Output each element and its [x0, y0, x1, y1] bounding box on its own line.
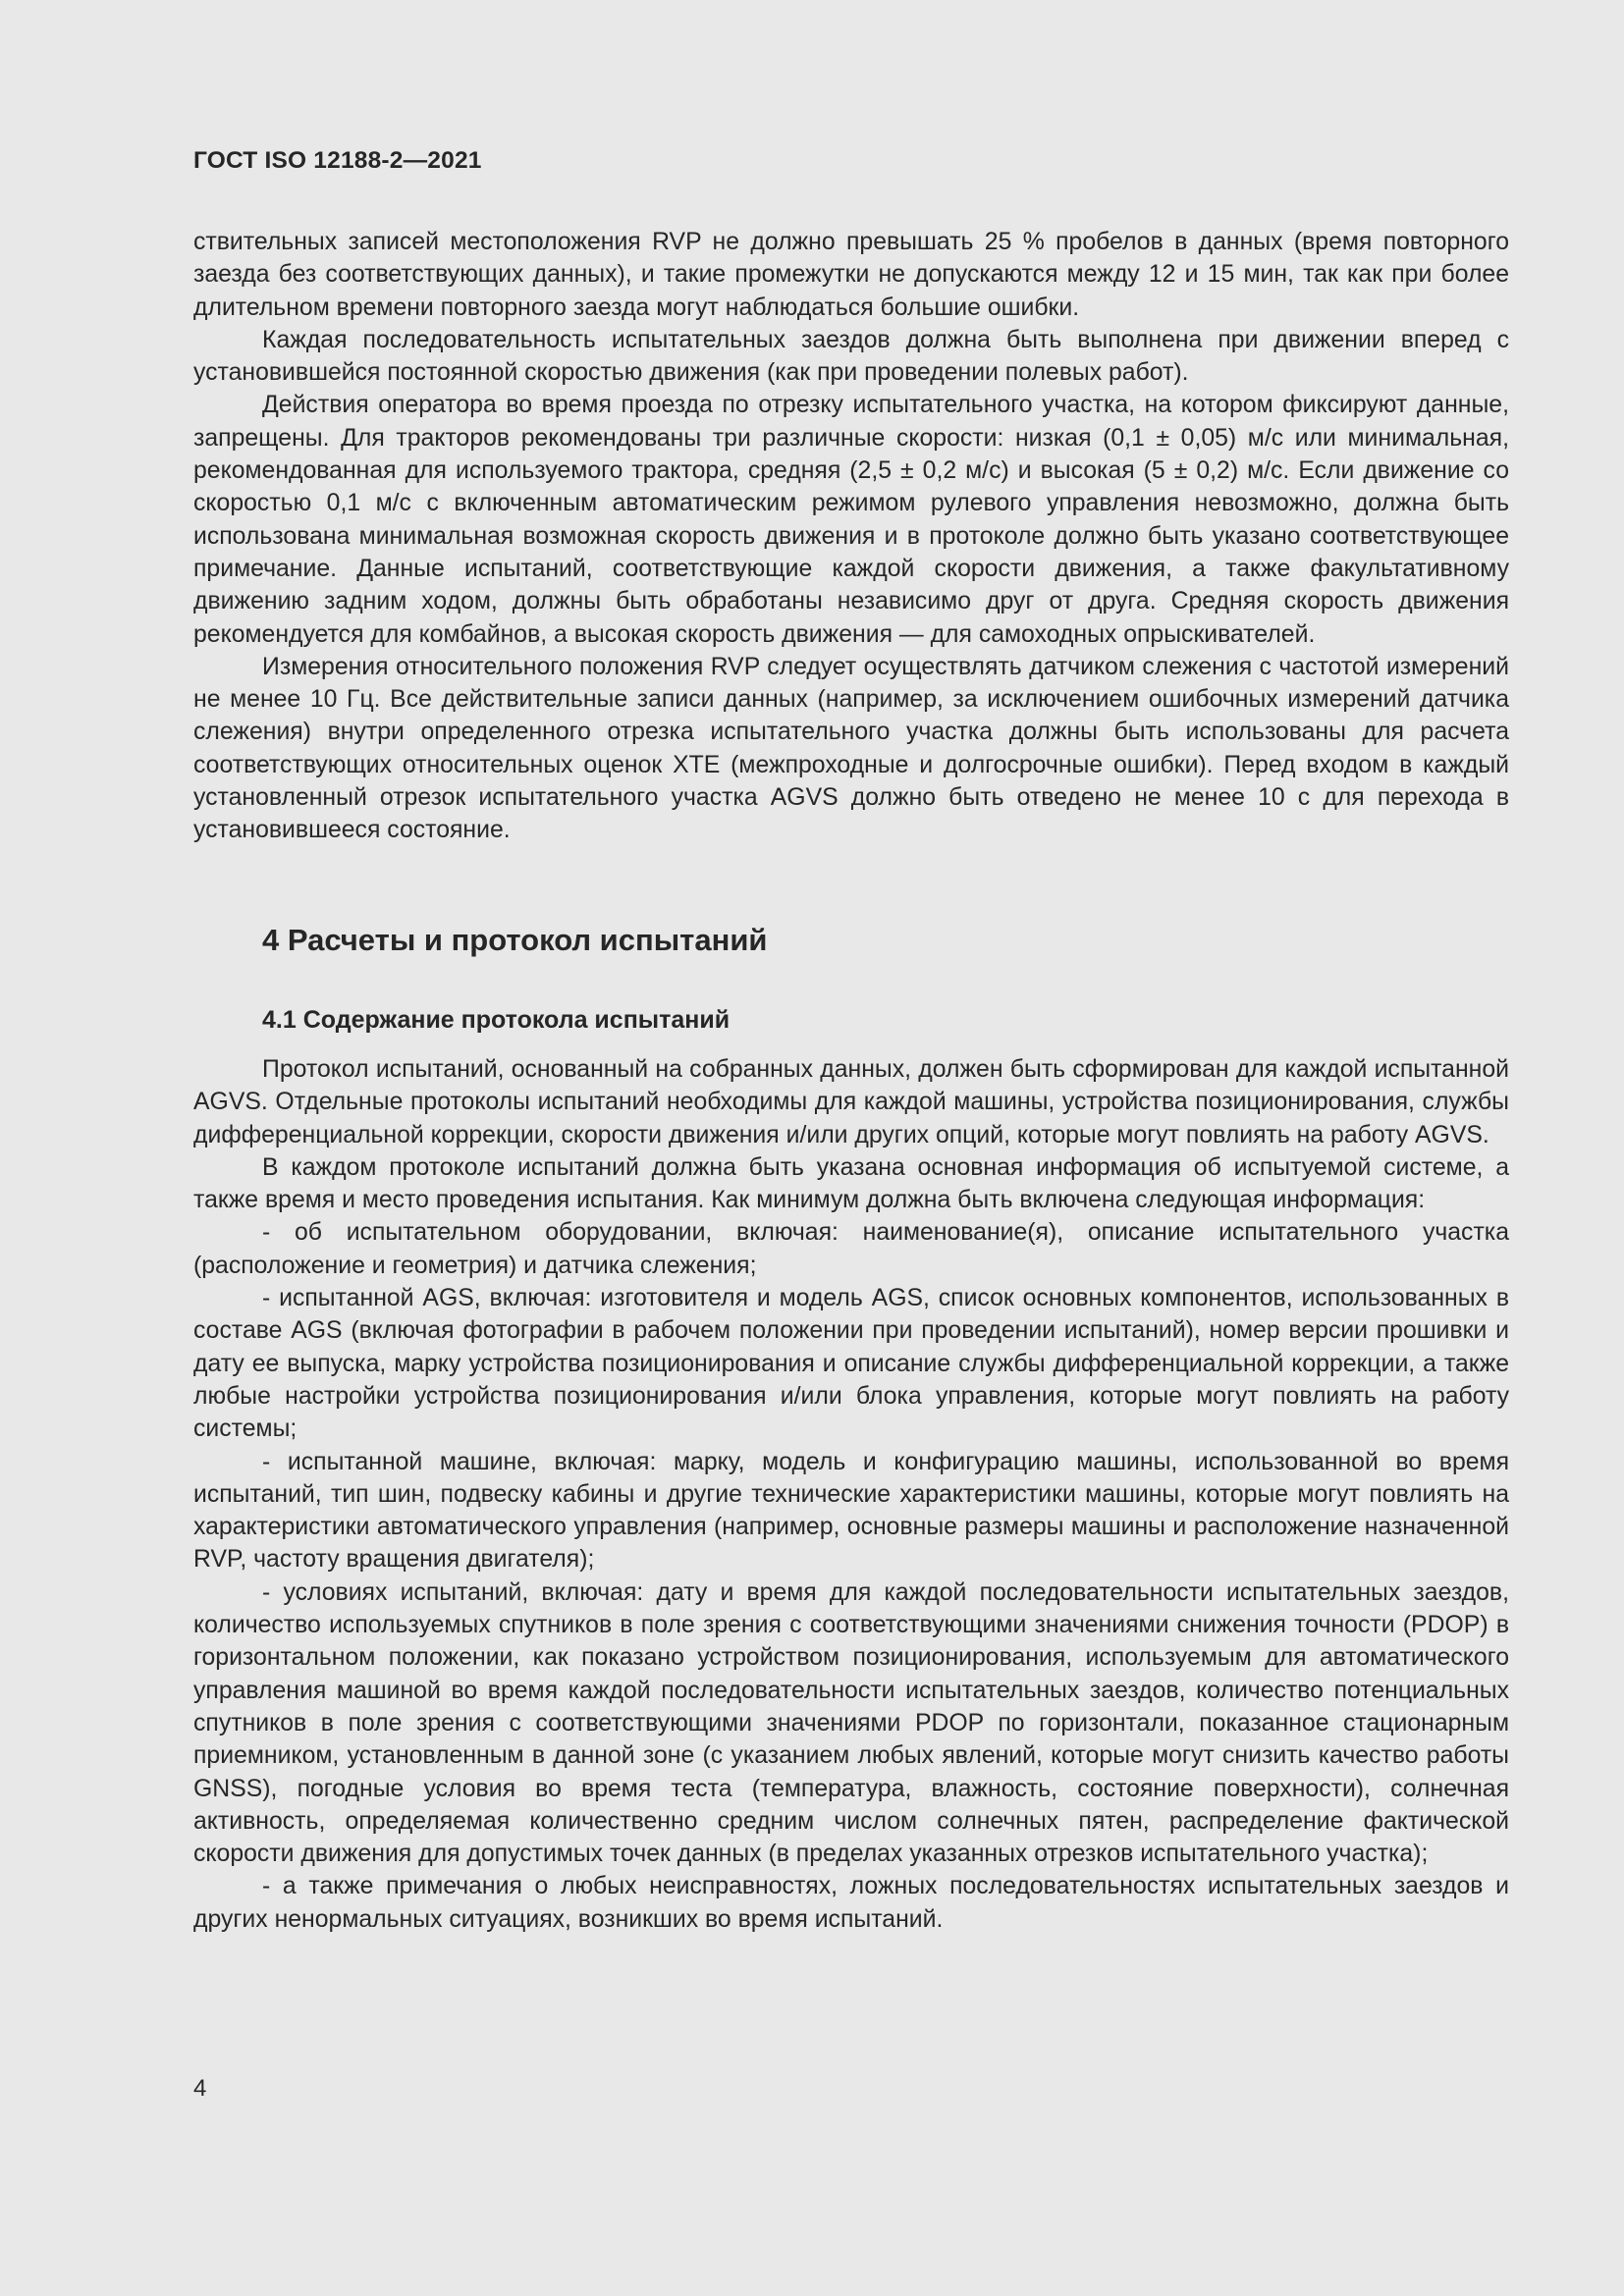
paragraph: Действия оператора во время проезда по отрезку испытательного участка, на котором фиксируют данные, запрещены. Для тракторов рекомендованы три различные скорости: низкая (0,1 ± 0,05) м/с или минимальная, рекомендованная для используемого трактора, средняя (2,5 ± 0,2 м/с) и высокая (5 ± 0,2) м/с. Если движение со скоростью 0,1 м/с с включенным автоматическим режимом рулевого управления невозможно, должна быть использована минимальная возможная скорость движения и в протоколе должно быть указано соответствующее примечание. Данные испытаний, соответствующие каждой скорости движения, а также факультативному движению задним ходом, должны быть обработаны независимо друг от друга. Средняя скорость движения рекомендуется для комбайнов, а высокая скорость движения — для самоходных опрыскивателей.: [193, 392, 1509, 648]
list-item: - испытанной AGS, включая: изготовителя и модель AGS, список основных компонентов, использованных в составе AGS (включая фотографии в рабочем положении при проведении испытаний), номер версии прошивки и дату ее выпуска, марку устройства позиционирования и описание службы дифференциальной коррекции, а также любые настройки устройства позиционирования и/или блока управления, которые могут повлиять на работу системы;: [193, 1285, 1509, 1443]
list-item: - об испытательном оборудовании, включая: наименование(я), описание испытательного участка (расположение и геометрия) и датчика слежения;: [193, 1219, 1509, 1279]
paragraph: Каждая последовательность испытательных заездов должна быть выполнена при движении вперед с установившейся постоянной скоростью движения (как при проведении полевых работ).: [193, 326, 1509, 387]
paragraph-continuation: ствительных записей местоположения RVP не должно превышать 25 % пробелов в данных (время повторного заезда без соответствующих данных), и такие промежутки не допускаются между 12 и 15 мин, так как при более длительном времени повторного заезда могут наблюдаться большие ошибки.: [193, 229, 1509, 321]
paragraph: Протокол испытаний, основанный на собранных данных, должен быть сформирован для каждой испытанной AGVS. Отдельные протоколы испытаний необходимы для каждой машины, устройства позиционирования, службы дифференциальной коррекции, скорости движения и/или других опций, которые могут повлиять на работу AGVS.: [193, 1056, 1509, 1148]
section-text-block: [193, 1053, 1509, 1936]
subsection-heading: 4.1 Содержание протокола испытаний: [262, 1006, 731, 1034]
section-heading: 4 Расчеты и протокол испытаний: [262, 923, 768, 957]
paragraph: Измерения относительного положения RVP следует осуществлять датчиком слежения с частотой измерений не менее 10 Гц. Все действительные записи данных (например, за исключением ошибочных измерений датчика слежения) внутри определенного отрезка испытательного участка должны быть использованы для расчета соответствующих относительных оценок XTE (межпроходные и долгосрочные ошибки). Перед входом в каждый установленный отрезок испытательного участка AGVS должно быть отведено не менее 10 с для перехода в установившееся состояние.: [193, 653, 1509, 844]
list-item: - условиях испытаний, включая: дату и время для каждой последовательности испытательных заездов, количество используемых спутников в поле зрения с соответствующими значениями снижения точности (PDOP) в горизонтальном положении, как показано устройством позиционирования, используемым для автоматического управления машиной во время каждой последовательности испытательных заездов, количество потенциальных спутников в поле зрения с соответствующими значениями PDOP по горизонтали, показанное стационарным приемником, установленным в данной зоне (с указанием любых явлений, которые могут снизить качество работы GNSS), погодные условия во время теста (температура, влажность, состояние поверхности), солнечная активность, определяемая количественно средним числом солнечных пятен, распределение фактической скорости движения для допустимых точек данных (в пределах указанных отрезков испытательного участка);: [193, 1578, 1509, 1868]
intro-text-block: [193, 226, 1509, 847]
page-number: 4: [193, 2075, 207, 2102]
list-item: - испытанной машине, включая: марку, модель и конфигурацию машины, использованной во время испытаний, тип шин, подвеску кабины и другие технические характеристики машины, которые могут повлиять на характеристики автоматического управления (например, основные размеры машины и расположение назначенной RVP, частоту вращения двигателя);: [193, 1448, 1509, 1574]
list-item: - а также примечания о любых неисправностях, ложных последовательностях испытательных заездов и других ненормальных ситуациях, возникших во время испытаний.: [193, 1873, 1509, 1933]
paragraph: В каждом протоколе испытаний должна быть указана основная информация об испытуемой системе, а также время и место проведения испытания. Как минимум должна быть включена следующая информация:: [193, 1153, 1509, 1214]
document-header-code: ГОСТ ISO 12188-2—2021: [193, 147, 482, 174]
